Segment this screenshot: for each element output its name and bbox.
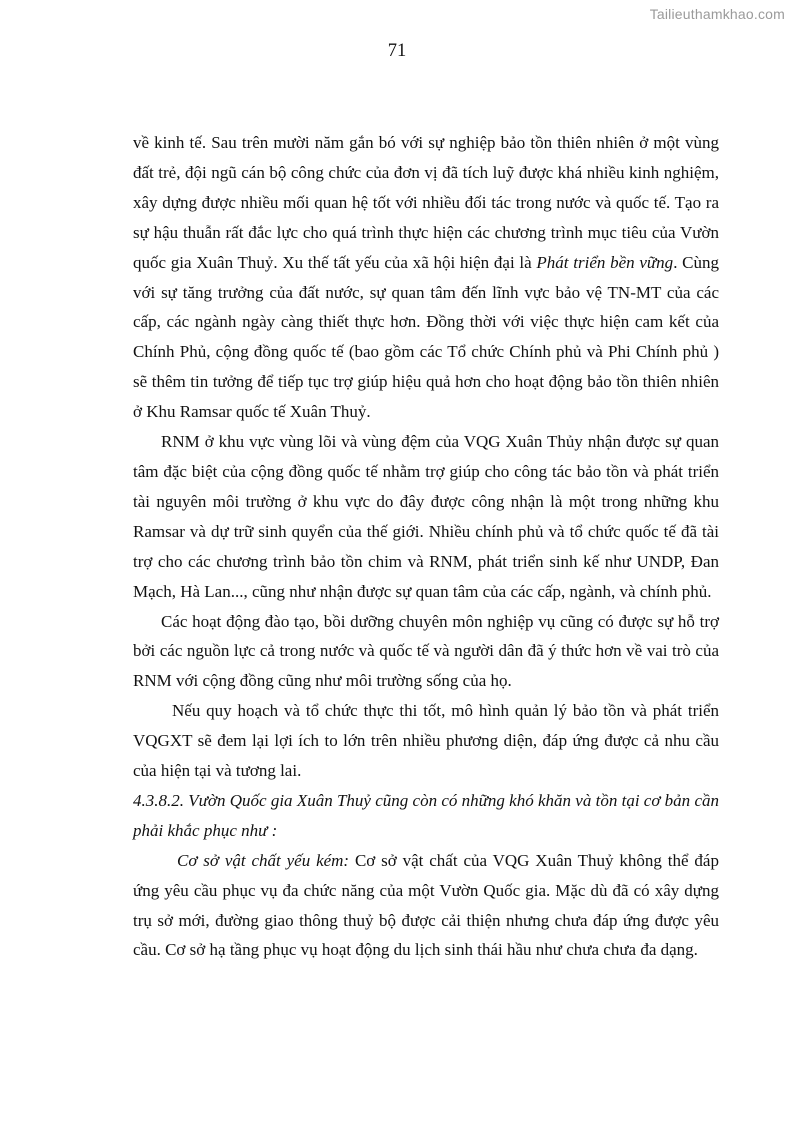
paragraph-5 (133, 846, 719, 966)
paragraph-2: RNM ở khu vực vùng lõi và vùng đệm của VQG Xuân Thủy nhận được sự quan tâm đặc biệt của cộng đồng quốc tế nhằm trợ giúp cho công tác bảo tồn và phát triển tài nguyên môi trường ở khu vực do đây được công nhận là một trong những khu Ramsar và dự trữ sinh quyển của thế giới. Nhiều chính phủ và tổ chức quốc tế đã tài trợ cho các chương trình bảo tồn chim và RNM, phát triển sinh kế như UNDP, Đan Mạch, Hà Lan..., cũng như nhận được sự quan tâm của các cấp, ngành, và chính phủ. (133, 432, 719, 601)
paragraph-3: Các hoạt động đào tạo, bồi dưỡng chuyên môn nghiệp vụ cũng có được sự hỗ trợ bởi các nguồn lực cả trong nước và quốc tế và người dân đã ý thức hơn về vai trò của RNM với cộng đồng cũng như môi trường sống của họ. (133, 611, 719, 691)
paragraph-1-emphasis: Phát triển bền vững (536, 252, 674, 272)
paragraph-4: Nếu quy hoạch và tổ chức thực thi tốt, mô hình quản lý bảo tồn và phát triển VQGXT sẽ đem lại lợi ích to lớn trên nhiều phương diện, đáp ứng được cả nhu cầu của hiện tại và tương lai. (133, 701, 719, 781)
paragraph-1 (133, 128, 719, 427)
watermark: Tailieuthamkhao.com (649, 6, 785, 22)
document-body (133, 128, 719, 965)
paragraph-5-label: Cơ sở vật chất yếu kém: (177, 850, 350, 870)
section-heading: 4.3.8.2. Vườn Quốc gia Xuân Thuỷ cũng còn có những khó khăn và tồn tại cơ bản cần phải khắc phục như : (133, 790, 719, 840)
paragraph-5-text: Cơ sở vật chất của VQG Xuân Thuỷ không thể đáp ứng yêu cầu phục vụ đa chức năng của một Vườn Quốc gia. Mặc dù đã có xây dựng trụ sở mới, đường giao thông thuỷ bộ được cải thiện nhưng chưa đáp ứng được yêu cầu. Cơ sở hạ tầng phục vụ hoạt động du lịch sinh thái hầu như chưa chưa đa dạng. (133, 850, 719, 960)
paragraph-1-text-b: . Cùng với sự tăng trưởng của đất nước, sự quan tâm đến lĩnh vực bảo vệ TN-MT của các cấp, các ngành ngày càng thiết thực hơn. Đồng thời với việc thực hiện cam kết của Chính Phủ, cộng đồng quốc tế (bao gồm các Tổ chức Chính phủ và Phi Chính phủ ) sẽ thêm tin tưởng để tiếp tục trợ giúp hiệu quả hơn cho hoạt động bảo tồn thiên nhiên ở Khu Ramsar quốc tế Xuân Thuỷ. (133, 252, 720, 422)
page-number: 71 (387, 41, 407, 61)
paragraph-1-text-a: về kinh tế. Sau trên mười năm gắn bó với sự nghiệp bảo tồn thiên nhiên ở một vùng đất trẻ, đội ngũ cán bộ công chức của đơn vị đã tích luỹ được khá nhiều kinh nghiệm, xây dựng được nhiều mối quan hệ tốt với nhiều đối tác trong nước và quốc tế. Tạo ra sự hậu thuẫn rất đắc lực cho quá trình thực hiện các chương trình mục tiêu của Vườn quốc gia Xuân Thuỷ. Xu thế tất yếu của xã hội hiện đại là (133, 133, 719, 272)
